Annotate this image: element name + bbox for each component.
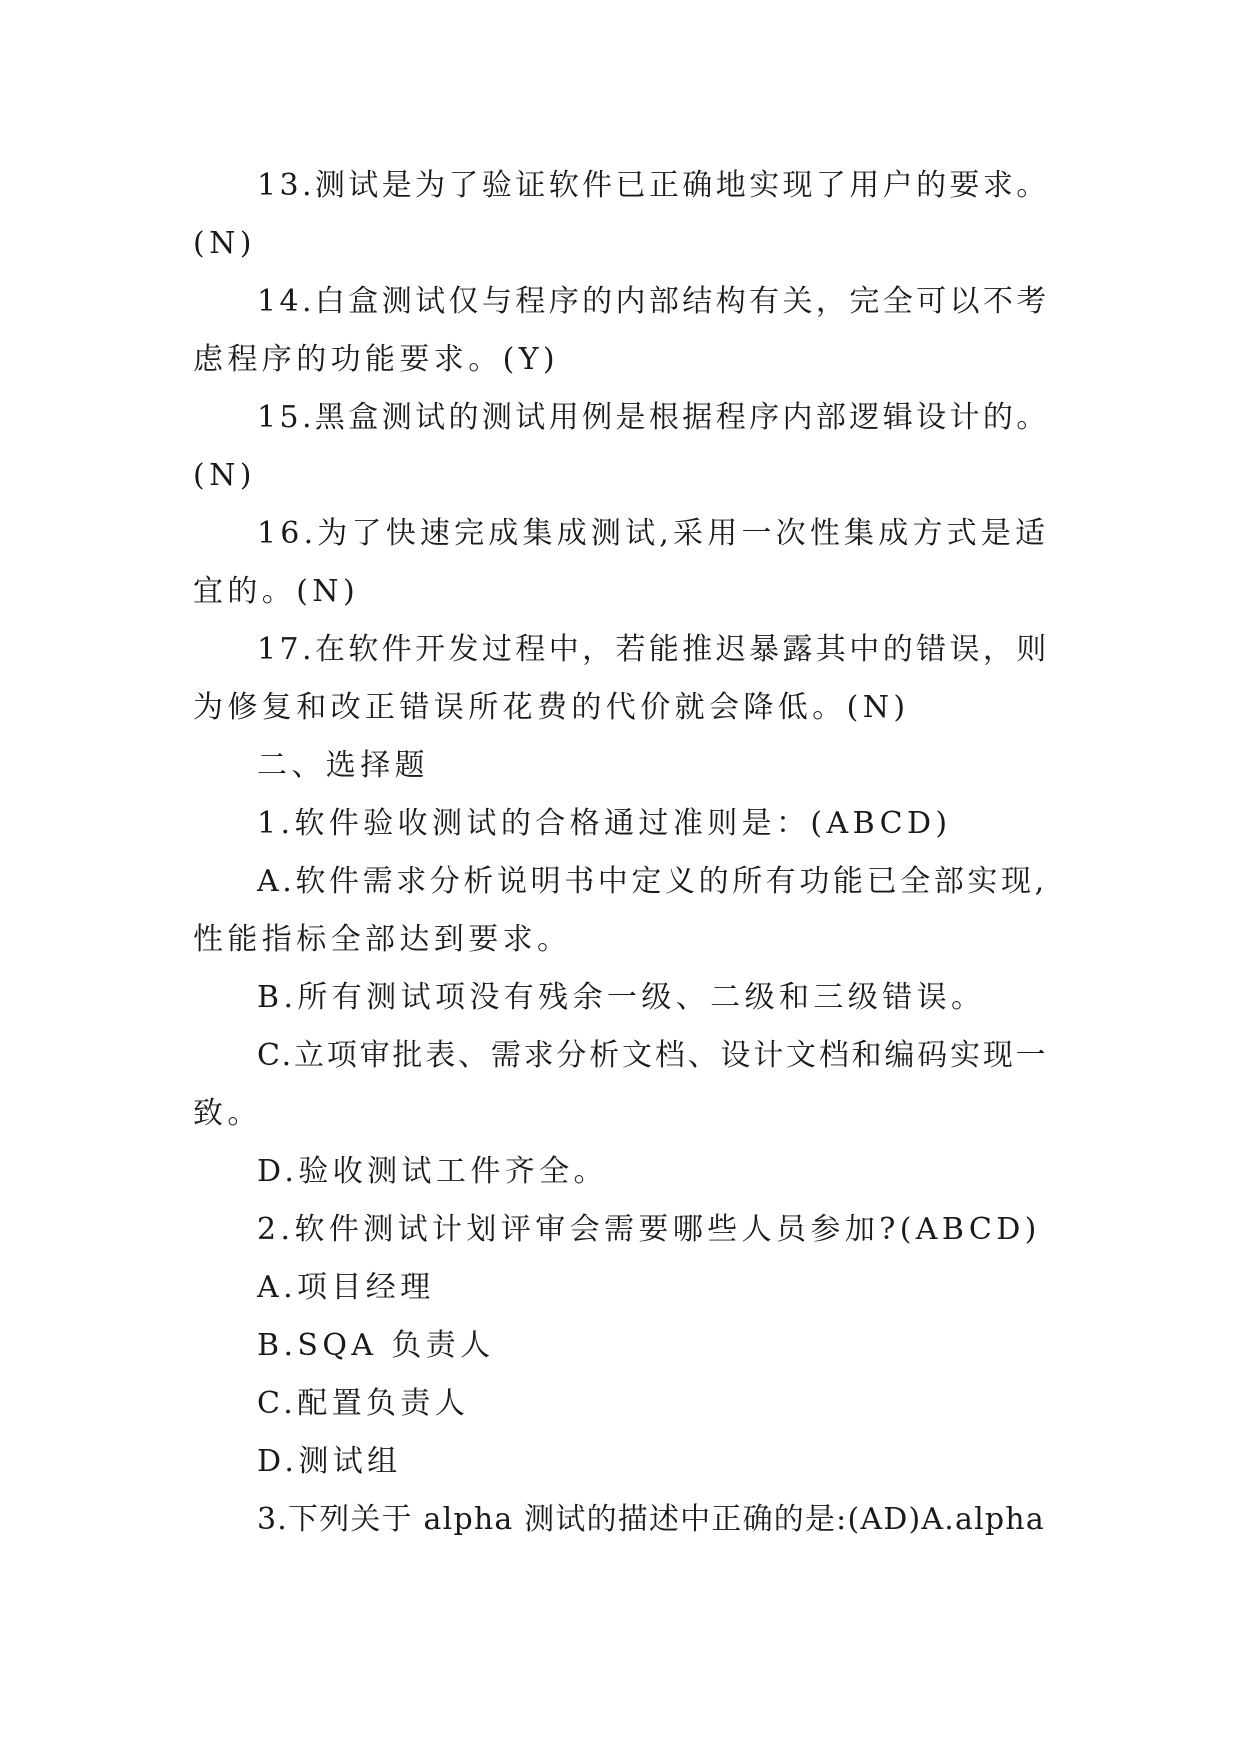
text-line: 虑程序的功能要求。(Y) [193,342,560,377]
text-line: 13.测试是为了验证软件已正确地实现了用户的要求。 [257,168,1050,203]
text-line: (N) [193,458,256,493]
text-line: 15.黑盒测试的测试用例是根据程序内部逻辑设计的。 [257,400,1050,435]
text-line: 致。 [193,1096,262,1131]
option-line: C.配置负责人 [257,1386,470,1421]
option-line: C.立项审批表、需求分析文档、设计文档和编码实现一 [257,1038,1049,1073]
text-line: 14.白盒测试仅与程序的内部结构有关，完全可以不考 [257,284,1050,319]
section-heading: 二、选择题 [257,748,429,783]
option-line: A.软件需求分析说明书中定义的所有功能已全部实现, [257,864,1048,899]
question-line: 1.软件验收测试的合格通过准则是：(ABCD) [257,806,952,841]
option-line: B.SQA 负责人 [257,1328,495,1363]
text-line: (N) [193,226,256,261]
text-line: 性能指标全部达到要求。 [193,922,572,957]
text-line: 16.为了快速完成集成测试,采用一次性集成方式是适 [257,516,1050,551]
text-line: 17.在软件开发过程中，若能推迟暴露其中的错误，则 [257,632,1050,667]
question-line: 3.下列关于 alpha 测试的描述中正确的是:(AD)A.alpha [257,1502,1045,1537]
option-line: B.所有测试项没有残余一级、二级和三级错误。 [257,980,986,1015]
option-line: D.测试组 [257,1444,402,1479]
option-line: A.项目经理 [257,1270,435,1305]
question-line: 2.软件测试计划评审会需要哪些人员参加?(ABCD) [257,1212,1041,1247]
text-line: 为修复和改正错误所花费的代价就会降低。(N) [193,690,910,725]
text-line: 宜的。(N) [193,574,360,609]
option-line: D.验收测试工件齐全。 [257,1154,608,1189]
